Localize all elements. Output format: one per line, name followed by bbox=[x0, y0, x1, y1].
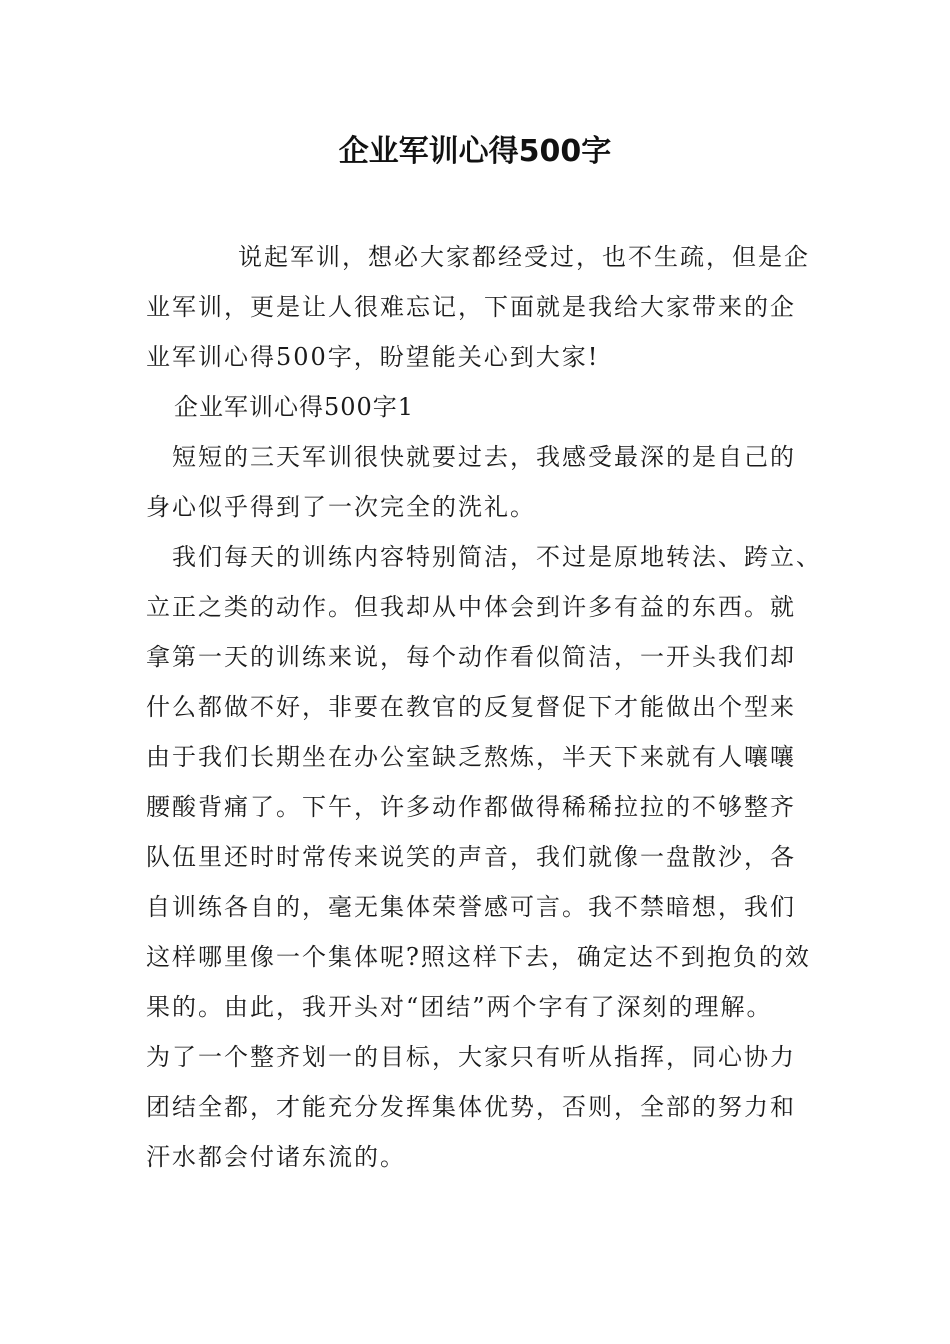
paragraph-line: 腰酸背痛了。下午，许多动作都做得稀稀拉拉的不够整齐 bbox=[146, 793, 796, 821]
paragraph-line: 团结全都，才能充分发挥集体优势，否则，全部的努力和 bbox=[146, 1093, 796, 1121]
intro-line: 业军训，更是让人很难忘记，下面就是我给大家带来的企 bbox=[146, 293, 796, 321]
paragraph-line: 短短的三天军训很快就要过去，我感受最深的是自己的 bbox=[172, 443, 796, 471]
document-body bbox=[146, 232, 826, 1182]
paragraph-line: 我们每天的训练内容特别简洁，不过是原地转法、跨立、 bbox=[172, 543, 822, 571]
paragraph-line: 由于我们长期坐在办公室缺乏熬炼，半天下来就有人嚷嚷 bbox=[146, 743, 796, 771]
document-title: 企业军训心得500字 bbox=[338, 134, 612, 169]
intro-line: 业军训心得500字，盼望能关心到大家! bbox=[146, 343, 600, 371]
paragraph-line: 果的。由此，我开头对“团结”两个字有了深刻的理解。 bbox=[146, 993, 773, 1021]
paragraph-line: 自训练各自的，毫无集体荣誉感可言。我不禁暗想，我们 bbox=[146, 893, 796, 921]
section-heading: 企业军训心得500字1 bbox=[174, 393, 415, 421]
paragraph-line: 汗水都会付诸东流的。 bbox=[146, 1143, 406, 1171]
paragraph-line: 为了一个整齐划一的目标，大家只有听从指挥，同心协力 bbox=[146, 1043, 796, 1071]
paragraph-line: 什么都做不好，非要在教官的反复督促下才能做出个型来 bbox=[146, 693, 796, 721]
paragraph-line: 队伍里还时时常传来说笑的声音，我们就像一盘散沙，各 bbox=[146, 843, 796, 871]
paragraph-line: 身心似乎得到了一次完全的洗礼。 bbox=[146, 493, 536, 521]
paragraph-line: 拿第一天的训练来说，每个动作看似简洁，一开头我们却 bbox=[146, 643, 796, 671]
intro-line: 说起军训，想必大家都经受过，也不生疏，但是企 bbox=[238, 243, 810, 271]
paragraph-line: 立正之类的动作。但我却从中体会到许多有益的东西。就 bbox=[146, 593, 796, 621]
paragraph-line: 这样哪里像一个集体呢?照这样下去，确定达不到抱负的效 bbox=[146, 943, 811, 971]
